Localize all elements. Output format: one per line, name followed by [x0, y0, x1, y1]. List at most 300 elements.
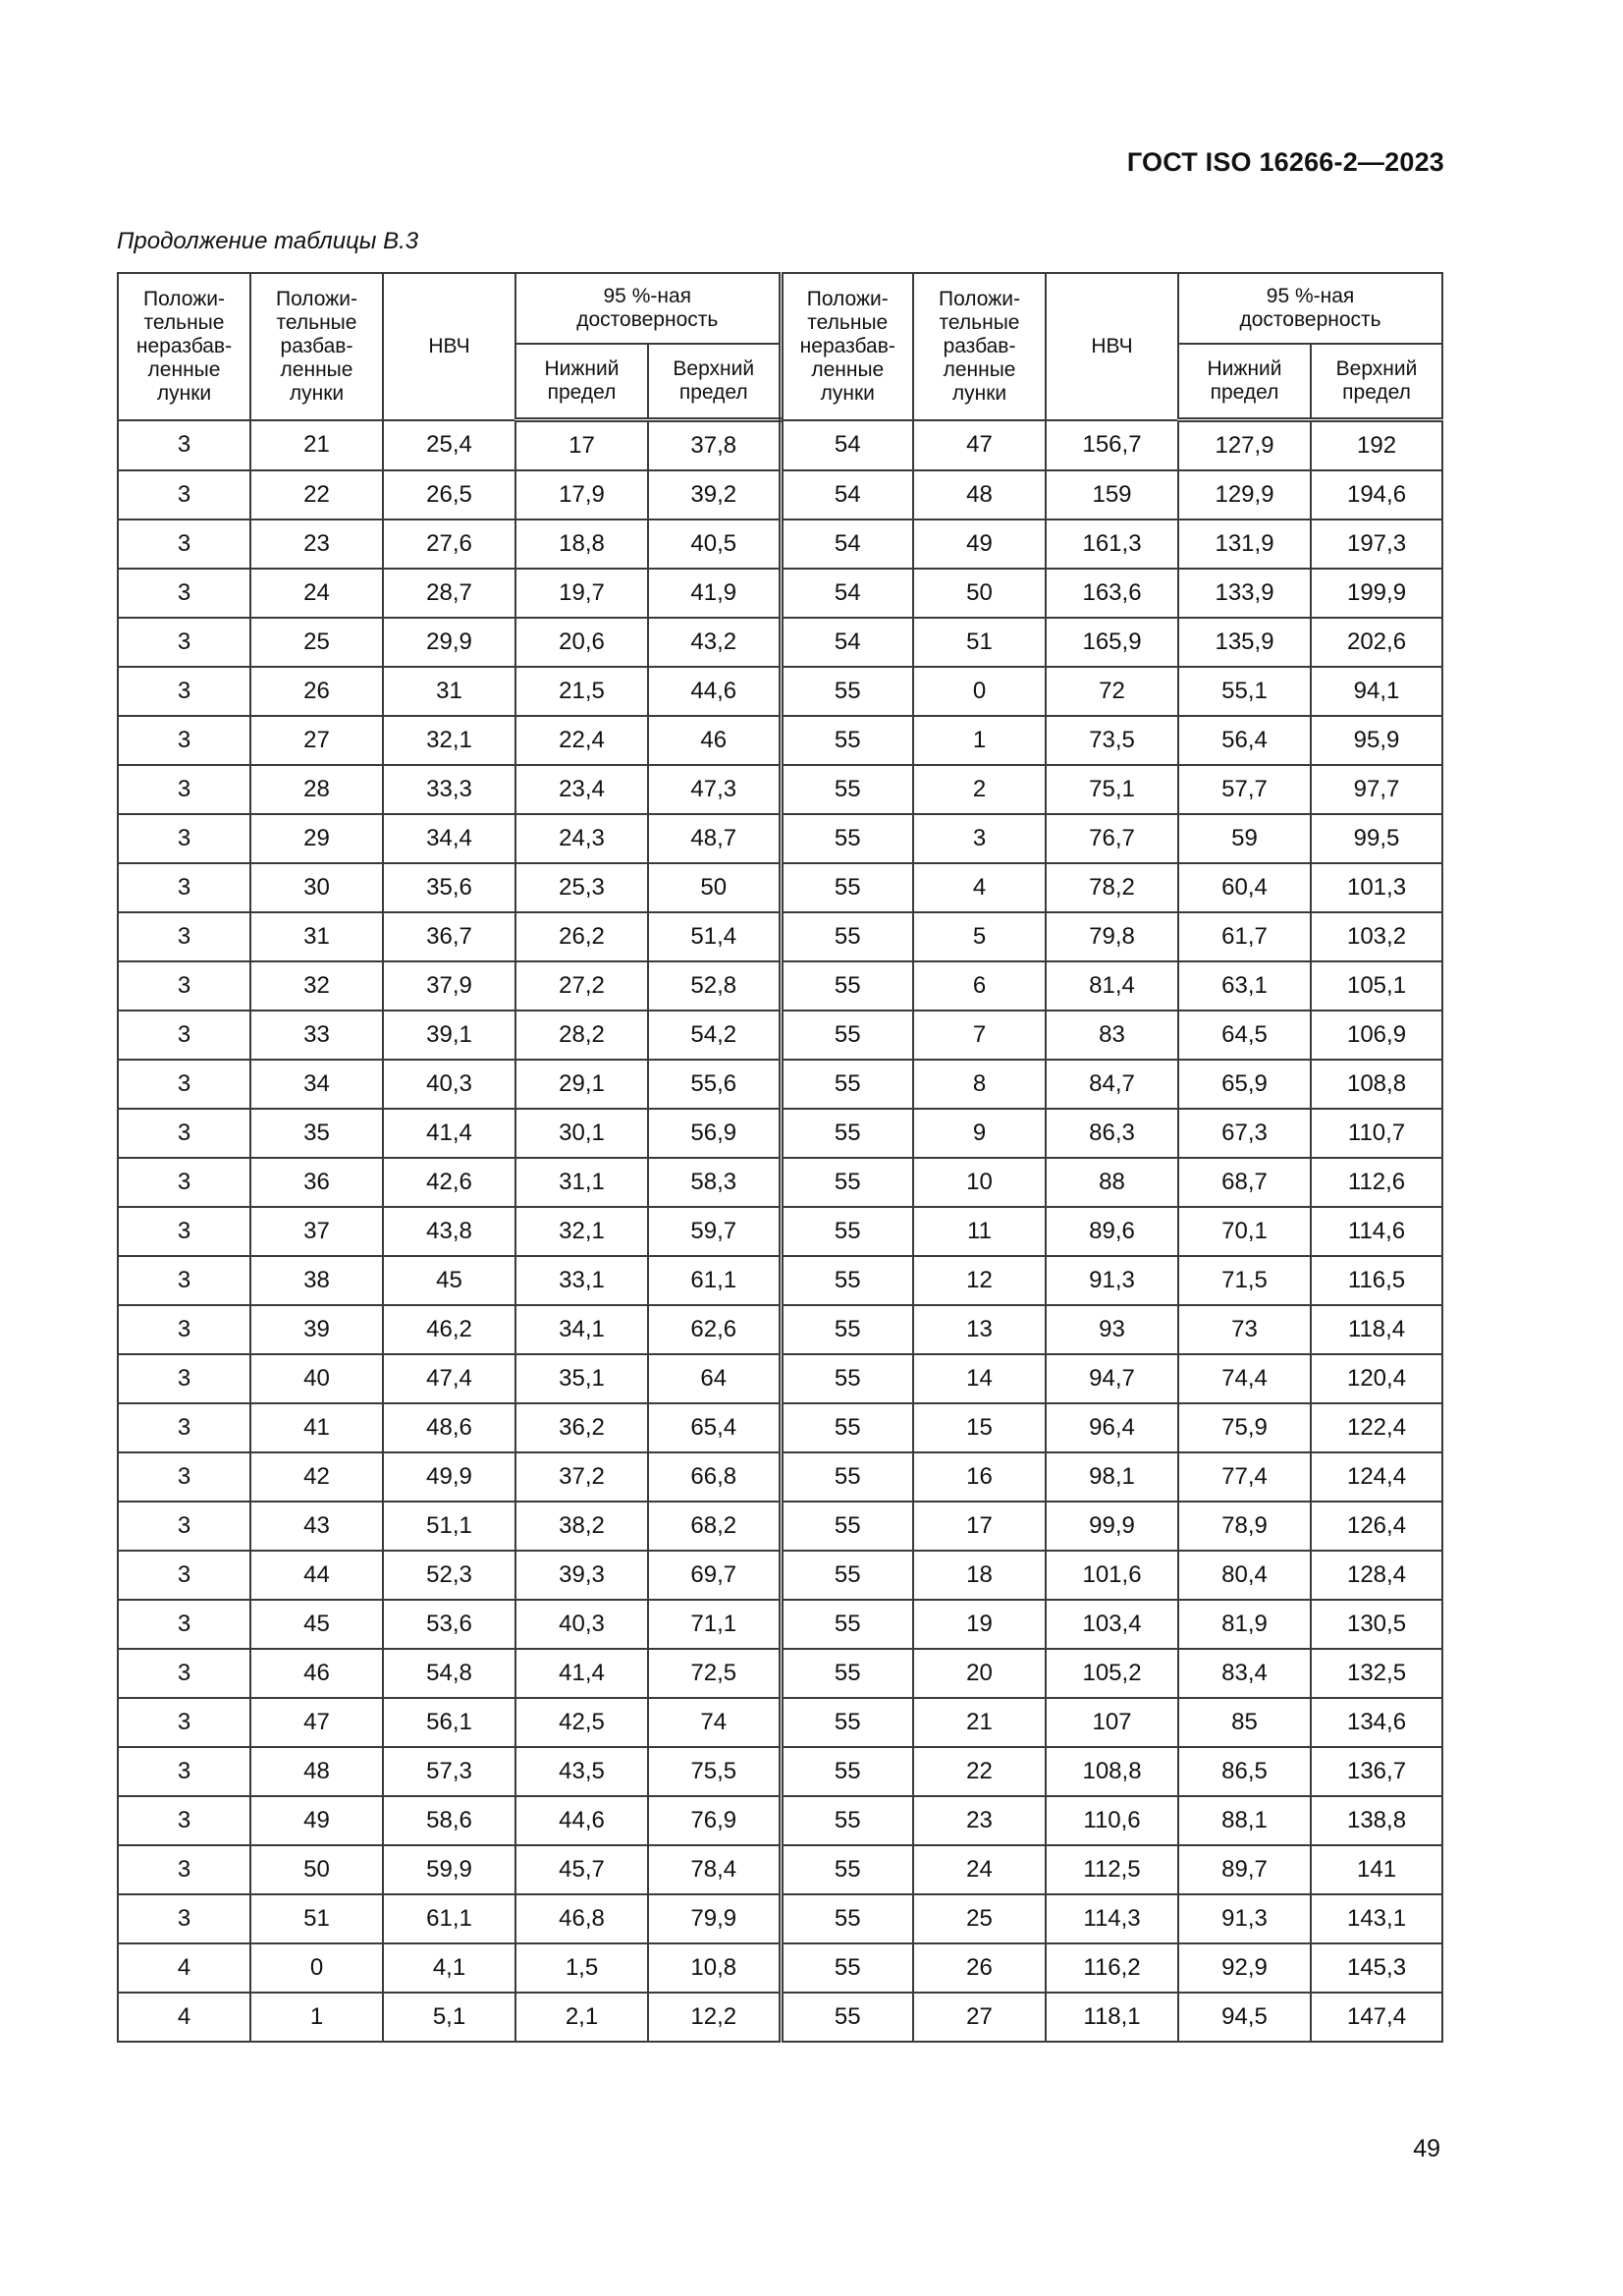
table-cell: 108,8	[1046, 1747, 1178, 1796]
table-cell: 73	[1178, 1305, 1311, 1354]
table-cell: 32,1	[515, 1207, 648, 1256]
table-row	[118, 1158, 1442, 1207]
table-cell: 43,5	[515, 1747, 648, 1796]
table-cell: 3	[118, 667, 250, 716]
table-cell: 32	[250, 961, 383, 1011]
col-upper-header: Верхний предел	[648, 344, 781, 420]
table-cell: 33,3	[383, 765, 515, 814]
table-cell: 130,5	[1311, 1600, 1442, 1649]
table-cell: 74,4	[1178, 1354, 1311, 1403]
table-cell: 49	[250, 1796, 383, 1845]
col-diluted-header: Положи- тельные разбав- ленные лунки	[250, 273, 383, 420]
table-cell: 39,1	[383, 1011, 515, 1060]
table-cell: 3	[118, 1796, 250, 1845]
col-lower-header-2: Нижний предел	[1178, 344, 1311, 420]
table-cell: 3	[118, 420, 250, 471]
col-undiluted-header-2: Положи- тельные неразбав- ленные лунки	[781, 273, 913, 420]
table-row	[118, 961, 1442, 1011]
table-cell: 99,9	[1046, 1502, 1178, 1551]
table-cell: 61,7	[1178, 912, 1311, 961]
table-cell: 12	[913, 1256, 1046, 1305]
table-row	[118, 618, 1442, 667]
table-cell: 3	[118, 1354, 250, 1403]
table-cell: 21	[913, 1698, 1046, 1747]
table-cell: 88	[1046, 1158, 1178, 1207]
table-cell: 44,6	[515, 1796, 648, 1845]
table-row	[118, 814, 1442, 863]
table-row	[118, 1502, 1442, 1551]
table-cell: 60,4	[1178, 863, 1311, 912]
table-cell: 28,7	[383, 569, 515, 618]
table-cell: 92,9	[1178, 1943, 1311, 1993]
table-cell: 54	[781, 569, 913, 618]
table-row	[118, 912, 1442, 961]
table-cell: 23	[913, 1796, 1046, 1845]
table-row	[118, 1698, 1442, 1747]
table-cell: 77,4	[1178, 1452, 1311, 1502]
table-cell: 24	[913, 1845, 1046, 1894]
table-cell: 86,3	[1046, 1109, 1178, 1158]
table-cell: 61,1	[648, 1256, 781, 1305]
table-cell: 3	[118, 618, 250, 667]
table-cell: 54	[781, 470, 913, 519]
table-cell: 59	[1178, 814, 1311, 863]
table-cell: 55	[781, 1305, 913, 1354]
table-cell: 45	[383, 1256, 515, 1305]
table-cell: 24,3	[515, 814, 648, 863]
table-row	[118, 1109, 1442, 1158]
table-cell: 22,4	[515, 716, 648, 765]
table-cell: 51,1	[383, 1502, 515, 1551]
table-cell: 3	[118, 1698, 250, 1747]
table-cell: 31	[250, 912, 383, 961]
table-cell: 55,1	[1178, 667, 1311, 716]
table-cell: 28	[250, 765, 383, 814]
table-cell: 83	[1046, 1011, 1178, 1060]
table-cell: 48,6	[383, 1403, 515, 1452]
table-cell: 66,8	[648, 1452, 781, 1502]
col-confidence-header: 95 %-ная достоверность	[515, 273, 781, 344]
table-cell: 27	[913, 1993, 1046, 2042]
table-cell: 17	[515, 420, 648, 471]
table-cell: 55	[781, 1796, 913, 1845]
table-cell: 71,5	[1178, 1256, 1311, 1305]
table-cell: 47,4	[383, 1354, 515, 1403]
table-cell: 3	[118, 716, 250, 765]
table-cell: 37,9	[383, 961, 515, 1011]
table-cell: 54,8	[383, 1649, 515, 1698]
table-cell: 13	[913, 1305, 1046, 1354]
table-cell: 94,1	[1311, 667, 1442, 716]
table-cell: 55	[781, 1109, 913, 1158]
table-cell: 3	[118, 814, 250, 863]
table-cell: 26,5	[383, 470, 515, 519]
table-cell: 26	[250, 667, 383, 716]
table-cell: 126,4	[1311, 1502, 1442, 1551]
table-cell: 29	[250, 814, 383, 863]
table-cell: 55	[781, 863, 913, 912]
table-cell: 21	[250, 420, 383, 471]
table-cell: 165,9	[1046, 618, 1178, 667]
table-row	[118, 1403, 1442, 1452]
table-cell: 192	[1311, 420, 1442, 471]
table-cell: 54	[781, 420, 913, 471]
table-body	[118, 420, 1442, 2043]
table-cell: 55	[781, 1060, 913, 1109]
table-cell: 55	[781, 961, 913, 1011]
table-cell: 27,6	[383, 519, 515, 569]
table-cell: 55	[781, 1894, 913, 1943]
table-cell: 42	[250, 1452, 383, 1502]
table-cell: 55	[781, 1452, 913, 1502]
table-cell: 40,3	[383, 1060, 515, 1109]
table-cell: 194,6	[1311, 470, 1442, 519]
table-cell: 3	[118, 1256, 250, 1305]
table-cell: 75,9	[1178, 1403, 1311, 1452]
table-row	[118, 716, 1442, 765]
table-row	[118, 470, 1442, 519]
table-cell: 114,6	[1311, 1207, 1442, 1256]
col-undiluted-header: Положи- тельные неразбав- ленные лунки	[118, 273, 250, 420]
table-cell: 58,3	[648, 1158, 781, 1207]
table-cell: 62,6	[648, 1305, 781, 1354]
table-cell: 20	[913, 1649, 1046, 1698]
table-cell: 16	[913, 1452, 1046, 1502]
table-cell: 51	[913, 618, 1046, 667]
table-row	[118, 420, 1442, 471]
table-cell: 3	[118, 912, 250, 961]
table-cell: 120,4	[1311, 1354, 1442, 1403]
table-cell: 94,5	[1178, 1993, 1311, 2042]
table-cell: 50	[250, 1845, 383, 1894]
table-cell: 59,7	[648, 1207, 781, 1256]
table-cell: 1,5	[515, 1943, 648, 1993]
table-cell: 81,9	[1178, 1600, 1311, 1649]
table-row	[118, 1207, 1442, 1256]
table-cell: 136,7	[1311, 1747, 1442, 1796]
table-row	[118, 1649, 1442, 1698]
table-cell: 101,3	[1311, 863, 1442, 912]
table-cell: 36,2	[515, 1403, 648, 1452]
table-cell: 145,3	[1311, 1943, 1442, 1993]
table-cell: 55	[781, 1354, 913, 1403]
table-cell: 55	[781, 1403, 913, 1452]
table-cell: 44,6	[648, 667, 781, 716]
table-cell: 15	[913, 1403, 1046, 1452]
table-cell: 57,3	[383, 1747, 515, 1796]
table-row	[118, 1551, 1442, 1600]
table-cell: 34	[250, 1060, 383, 1109]
table-cell: 124,4	[1311, 1452, 1442, 1502]
table-cell: 3	[118, 1502, 250, 1551]
table-cell: 38	[250, 1256, 383, 1305]
table-cell: 105,2	[1046, 1649, 1178, 1698]
table-cell: 56,4	[1178, 716, 1311, 765]
table-cell: 46,8	[515, 1894, 648, 1943]
table-row	[118, 1354, 1442, 1403]
table-cell: 75,5	[648, 1747, 781, 1796]
table-cell: 133,9	[1178, 569, 1311, 618]
table-cell: 2	[913, 765, 1046, 814]
table-row	[118, 1845, 1442, 1894]
table-cell: 46,2	[383, 1305, 515, 1354]
table-cell: 26,2	[515, 912, 648, 961]
table-cell: 25,4	[383, 420, 515, 471]
table-cell: 65,4	[648, 1403, 781, 1452]
table-cell: 3	[118, 1060, 250, 1109]
table-cell: 3	[118, 1109, 250, 1158]
table-cell: 10,8	[648, 1943, 781, 1993]
document-id: ГОСТ ISO 16266-2—2023	[1126, 147, 1444, 177]
table-cell: 49	[913, 519, 1046, 569]
table-cell: 94,7	[1046, 1354, 1178, 1403]
table-cell: 2,1	[515, 1993, 648, 2042]
table-cell: 112,6	[1311, 1158, 1442, 1207]
table-cell: 51,4	[648, 912, 781, 961]
table-cell: 55	[781, 1845, 913, 1894]
table-cell: 32,1	[383, 716, 515, 765]
table-cell: 81,4	[1046, 961, 1178, 1011]
table-caption: Продолжение таблицы В.3	[117, 228, 419, 254]
table-cell: 37	[250, 1207, 383, 1256]
table-cell: 55	[781, 1207, 913, 1256]
table-cell: 3	[118, 1747, 250, 1796]
table-cell: 1	[250, 1993, 383, 2042]
table-cell: 118,1	[1046, 1993, 1178, 2042]
page-number: 49	[1413, 2135, 1440, 2162]
table-cell: 42,6	[383, 1158, 515, 1207]
table-cell: 57,7	[1178, 765, 1311, 814]
table-cell: 0	[250, 1943, 383, 1993]
table-cell: 34,1	[515, 1305, 648, 1354]
table-cell: 47,3	[648, 765, 781, 814]
table-cell: 24	[250, 569, 383, 618]
table-cell: 18,8	[515, 519, 648, 569]
table-cell: 14	[913, 1354, 1046, 1403]
table-cell: 78,4	[648, 1845, 781, 1894]
table-cell: 84,7	[1046, 1060, 1178, 1109]
col-confidence-header-2: 95 %-ная достоверность	[1178, 273, 1442, 344]
table-cell: 40	[250, 1354, 383, 1403]
table-cell: 103,2	[1311, 912, 1442, 961]
table-cell: 128,4	[1311, 1551, 1442, 1600]
table-cell: 132,5	[1311, 1649, 1442, 1698]
table-cell: 106,9	[1311, 1011, 1442, 1060]
table-cell: 141	[1311, 1845, 1442, 1894]
table-cell: 3	[118, 1649, 250, 1698]
table-cell: 0	[913, 667, 1046, 716]
table-cell: 36	[250, 1158, 383, 1207]
table-cell: 30	[250, 863, 383, 912]
table-cell: 75,1	[1046, 765, 1178, 814]
table-cell: 93	[1046, 1305, 1178, 1354]
table-cell: 3	[118, 1207, 250, 1256]
table-row	[118, 569, 1442, 618]
table-cell: 79,9	[648, 1894, 781, 1943]
table-cell: 127,9	[1178, 420, 1311, 471]
table-cell: 34,4	[383, 814, 515, 863]
table-cell: 86,5	[1178, 1747, 1311, 1796]
table-cell: 55	[781, 1158, 913, 1207]
table-cell: 63,1	[1178, 961, 1311, 1011]
table-cell: 30,1	[515, 1109, 648, 1158]
table-cell: 3	[118, 470, 250, 519]
col-lower-header: Нижний предел	[515, 344, 648, 420]
table-cell: 41,9	[648, 569, 781, 618]
table-cell: 70,1	[1178, 1207, 1311, 1256]
table-cell: 3	[118, 765, 250, 814]
table-cell: 4,1	[383, 1943, 515, 1993]
table-cell: 129,9	[1178, 470, 1311, 519]
table-cell: 1	[913, 716, 1046, 765]
table-row	[118, 863, 1442, 912]
table-cell: 46	[250, 1649, 383, 1698]
table-cell: 78,9	[1178, 1502, 1311, 1551]
table-cell: 110,6	[1046, 1796, 1178, 1845]
table-cell: 83,4	[1178, 1649, 1311, 1698]
table-cell: 76,7	[1046, 814, 1178, 863]
table-cell: 36,7	[383, 912, 515, 961]
table-cell: 116,2	[1046, 1943, 1178, 1993]
table-cell: 11	[913, 1207, 1046, 1256]
table-cell: 103,4	[1046, 1600, 1178, 1649]
table-cell: 23,4	[515, 765, 648, 814]
table-row	[118, 1894, 1442, 1943]
table-row	[118, 1011, 1442, 1060]
table-cell: 91,3	[1046, 1256, 1178, 1305]
table-cell: 51	[250, 1894, 383, 1943]
table-row	[118, 1796, 1442, 1845]
table-cell: 27	[250, 716, 383, 765]
table-cell: 55	[781, 1993, 913, 2042]
table-cell: 3	[118, 569, 250, 618]
col-mpn-header-2: НВЧ	[1046, 273, 1178, 420]
table-cell: 45,7	[515, 1845, 648, 1894]
table-cell: 138,8	[1311, 1796, 1442, 1845]
table-cell: 3	[118, 1551, 250, 1600]
table-cell: 25	[913, 1894, 1046, 1943]
table-cell: 55	[781, 1649, 913, 1698]
table-cell: 17,9	[515, 470, 648, 519]
table-cell: 47	[913, 420, 1046, 471]
col-mpn-header: НВЧ	[383, 273, 515, 420]
table-cell: 55	[781, 814, 913, 863]
table-cell: 114,3	[1046, 1894, 1178, 1943]
table-cell: 45	[250, 1600, 383, 1649]
table-cell: 161,3	[1046, 519, 1178, 569]
table-cell: 35,1	[515, 1354, 648, 1403]
table-cell: 33	[250, 1011, 383, 1060]
table-cell: 56,1	[383, 1698, 515, 1747]
table-cell: 44	[250, 1551, 383, 1600]
table-cell: 55	[781, 1551, 913, 1600]
table-cell: 202,6	[1311, 618, 1442, 667]
table-row	[118, 1747, 1442, 1796]
table-cell: 122,4	[1311, 1403, 1442, 1452]
table-cell: 159	[1046, 470, 1178, 519]
table-cell: 3	[118, 1452, 250, 1502]
table-cell: 3	[118, 1011, 250, 1060]
table-cell: 42,5	[515, 1698, 648, 1747]
table-cell: 99,5	[1311, 814, 1442, 863]
table-cell: 55	[781, 1943, 913, 1993]
table-cell: 199,9	[1311, 569, 1442, 618]
table-cell: 55	[781, 912, 913, 961]
table-cell: 4	[118, 1943, 250, 1993]
table-cell: 3	[913, 814, 1046, 863]
table-cell: 55	[781, 716, 913, 765]
table-row	[118, 1060, 1442, 1109]
table-cell: 72	[1046, 667, 1178, 716]
table-cell: 4	[118, 1993, 250, 2042]
table-cell: 3	[118, 1158, 250, 1207]
table-cell: 95,9	[1311, 716, 1442, 765]
table-cell: 5,1	[383, 1993, 515, 2042]
table-cell: 59,9	[383, 1845, 515, 1894]
table-cell: 147,4	[1311, 1993, 1442, 2042]
table-row	[118, 1600, 1442, 1649]
table-cell: 58,6	[383, 1796, 515, 1845]
table-cell: 38,2	[515, 1502, 648, 1551]
table-cell: 91,3	[1178, 1894, 1311, 1943]
table-cell: 39,2	[648, 470, 781, 519]
table-cell: 54	[781, 519, 913, 569]
table-cell: 69,7	[648, 1551, 781, 1600]
table-cell: 33,1	[515, 1256, 648, 1305]
table-cell: 76,9	[648, 1796, 781, 1845]
table-cell: 50	[913, 569, 1046, 618]
table-cell: 49,9	[383, 1452, 515, 1502]
table-cell: 68,2	[648, 1502, 781, 1551]
table-cell: 108,8	[1311, 1060, 1442, 1109]
table-cell: 50	[648, 863, 781, 912]
table-cell: 43,2	[648, 618, 781, 667]
table-cell: 17	[913, 1502, 1046, 1551]
table-row	[118, 1943, 1442, 1993]
table-cell: 19	[913, 1600, 1046, 1649]
mpn-table	[117, 272, 1443, 2043]
table-cell: 48,7	[648, 814, 781, 863]
table-cell: 3	[118, 519, 250, 569]
table-cell: 3	[118, 1894, 250, 1943]
table-cell: 97,7	[1311, 765, 1442, 814]
table-cell: 163,6	[1046, 569, 1178, 618]
table-cell: 3	[118, 863, 250, 912]
table-cell: 131,9	[1178, 519, 1311, 569]
table-cell: 143,1	[1311, 1894, 1442, 1943]
table-cell: 72,5	[648, 1649, 781, 1698]
table-cell: 105,1	[1311, 961, 1442, 1011]
table-cell: 40,5	[648, 519, 781, 569]
table-cell: 47	[250, 1698, 383, 1747]
table-row	[118, 667, 1442, 716]
table-cell: 39,3	[515, 1551, 648, 1600]
table-cell: 52,3	[383, 1551, 515, 1600]
table-cell: 55,6	[648, 1060, 781, 1109]
table-cell: 55	[781, 1502, 913, 1551]
table-cell: 110,7	[1311, 1109, 1442, 1158]
col-diluted-header-2: Положи- тельные разбав- ленные лунки	[913, 273, 1046, 420]
table-cell: 67,3	[1178, 1109, 1311, 1158]
table-cell: 3	[118, 1305, 250, 1354]
table-cell: 112,5	[1046, 1845, 1178, 1894]
table-cell: 21,5	[515, 667, 648, 716]
table-cell: 107	[1046, 1698, 1178, 1747]
table-cell: 55	[781, 1011, 913, 1060]
table-cell: 48	[250, 1747, 383, 1796]
table-cell: 41,4	[515, 1649, 648, 1698]
table-cell: 31	[383, 667, 515, 716]
